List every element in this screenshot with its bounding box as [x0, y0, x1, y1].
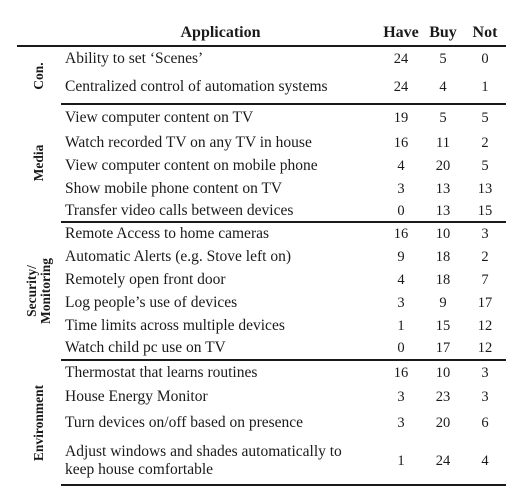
category-label-security-monitoring: Security/ Monitoring	[24, 258, 53, 324]
table-row	[17, 177, 506, 200]
have-cell: 24	[380, 71, 422, 104]
buy-cell: 24	[422, 437, 464, 485]
not-cell: 4	[464, 437, 506, 485]
table-row	[17, 385, 506, 409]
buy-cell: 18	[435, 248, 451, 265]
not-cell: 3	[481, 226, 489, 242]
buy-cell: 5	[439, 110, 447, 126]
have-cell: 0	[380, 337, 422, 360]
not-cell: 1	[464, 71, 506, 104]
application-cell: View computer content on mobile phone	[65, 156, 318, 174]
have-cell: 3	[397, 294, 405, 311]
have-cell: 0	[380, 200, 422, 222]
application-cell: House Energy Monitor	[65, 388, 208, 405]
not-cell: 12	[477, 317, 493, 334]
table-row	[17, 46, 506, 71]
not-cell: 2	[481, 248, 489, 265]
not-cell: 6	[481, 415, 489, 431]
buy-cell: 11	[436, 134, 450, 151]
header-not: Not	[464, 20, 506, 46]
application-cell: Automatic Alerts (e.g. Stove left on)	[65, 247, 291, 265]
not-cell: 3	[481, 389, 489, 405]
application-cell: Ability to set ‘Scenes’	[65, 50, 204, 67]
application-cell: View computer content on TV	[65, 109, 254, 126]
category-label-environment: Environment	[31, 384, 46, 461]
buy-cell: 13	[422, 200, 464, 222]
header-row	[17, 20, 506, 46]
have-cell: 19	[393, 110, 409, 126]
not-cell: 7	[481, 271, 489, 288]
table-row	[17, 245, 506, 268]
application-cell: Watch child pc use on TV	[61, 337, 380, 360]
not-cell: 5	[481, 110, 489, 126]
have-cell: 4	[397, 157, 405, 174]
not-cell: 0	[481, 51, 489, 67]
have-cell: 24	[393, 51, 409, 67]
table-row	[17, 360, 506, 385]
table-row	[17, 268, 506, 291]
not-cell: 17	[477, 294, 493, 311]
buy-cell: 4	[422, 71, 464, 104]
have-cell: 9	[397, 248, 405, 265]
category-label-con: Con.	[31, 61, 46, 90]
table-row	[17, 154, 506, 177]
application-cell: Remote Access to home cameras	[65, 225, 270, 242]
category-cell	[17, 222, 61, 360]
have-cell: 4	[397, 271, 405, 288]
not-cell: 5	[481, 157, 489, 174]
table-row	[17, 200, 506, 222]
not-cell: 3	[481, 365, 489, 381]
have-cell: 16	[393, 226, 409, 242]
table-row	[17, 222, 506, 245]
have-cell: 3	[397, 415, 405, 431]
category-label-media: Media	[31, 144, 46, 182]
not-cell: 15	[464, 200, 506, 222]
category-cell	[17, 360, 61, 485]
table-row	[17, 291, 506, 314]
table-row	[17, 437, 506, 485]
application-cell: Transfer video calls between devices	[61, 200, 380, 222]
buy-cell: 10	[435, 226, 451, 242]
table-row	[17, 104, 506, 131]
table-row	[17, 71, 506, 104]
table-row	[17, 314, 506, 337]
category-cell	[17, 46, 61, 104]
have-cell: 16	[393, 134, 409, 151]
application-cell: Time limits across multiple devices	[65, 316, 285, 334]
not-cell: 12	[464, 337, 506, 360]
not-cell: 13	[477, 180, 493, 197]
application-cell: Turn devices on/off based on presence	[65, 414, 304, 431]
header-category	[17, 20, 61, 46]
have-cell: 3	[397, 180, 405, 197]
header-have: Have	[380, 20, 422, 46]
table-row	[17, 337, 506, 360]
buy-cell: 23	[435, 389, 451, 405]
not-cell: 2	[481, 134, 489, 151]
table-row	[17, 131, 506, 154]
buy-cell: 13	[435, 180, 451, 197]
buy-cell: 5	[439, 51, 447, 67]
applications-table	[17, 20, 506, 486]
have-cell: 3	[397, 389, 405, 405]
buy-cell: 18	[435, 271, 451, 288]
have-cell: 16	[393, 365, 409, 381]
application-cell: Watch recorded TV on any TV in house	[65, 133, 312, 151]
table-body	[17, 46, 506, 485]
buy-cell: 20	[435, 157, 451, 174]
application-cell: Centralized control of automation systems	[61, 71, 380, 104]
have-cell: 1	[380, 437, 422, 485]
application-cell: Remotely open front door	[65, 270, 226, 288]
buy-cell: 9	[439, 294, 447, 311]
application-cell: Adjust windows and shades automatically to keep house comfortable	[61, 437, 380, 485]
buy-cell: 20	[435, 415, 451, 431]
buy-cell: 15	[435, 317, 451, 334]
buy-cell: 17	[422, 337, 464, 360]
table-header	[17, 20, 506, 46]
application-cell: Log people’s use of devices	[65, 293, 238, 311]
have-cell: 1	[397, 317, 405, 334]
application-cell: Show mobile phone content on TV	[65, 179, 283, 197]
category-cell	[17, 104, 61, 222]
table-row	[17, 409, 506, 437]
application-cell: Thermostat that learns routines	[65, 364, 258, 381]
header-application: Application	[61, 20, 380, 46]
header-buy: Buy	[422, 20, 464, 46]
buy-cell: 10	[435, 365, 451, 381]
